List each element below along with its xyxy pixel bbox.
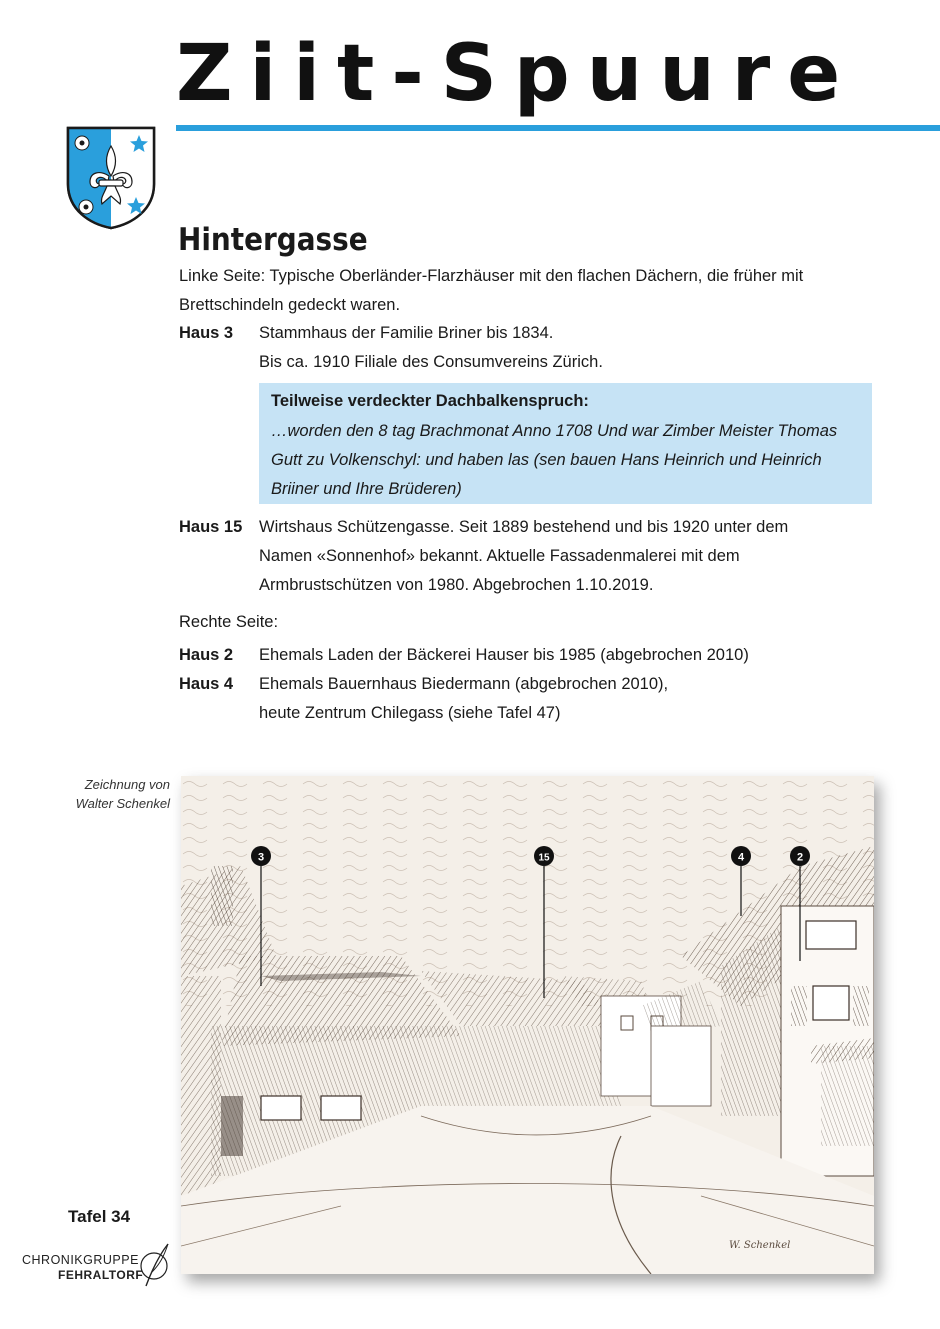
quote-line: …worden den 8 tag Brachmonat Anno 1708 Und war Zimber Meister Thomas	[271, 422, 838, 440]
section-title: Hintergasse	[178, 222, 368, 258]
house-desc-line: heute Zentrum Chilegass (siehe Tafel 47)	[259, 704, 561, 722]
house-label: Haus 4	[179, 675, 234, 693]
right-side-heading: Rechte Seite:	[179, 613, 279, 631]
beam-inscription-box	[259, 383, 872, 504]
marker-label: 3	[257, 851, 265, 864]
marker-label: 2	[796, 851, 804, 864]
masthead-rule	[176, 125, 940, 131]
artist-signature: W. Schenkel	[729, 1240, 791, 1251]
street-sketch	[181, 776, 874, 1274]
logo-line1: CHRONIKGRUPPE	[22, 1253, 139, 1267]
quill-logo-icon	[138, 1240, 178, 1290]
house-desc-line: Wirtshaus Schützengasse. Seit 1889 bestehend und bis 1920 unter dem	[259, 518, 789, 536]
house-desc-line: Bis ca. 1910 Filiale des Consumvereins Zürich.	[259, 353, 603, 371]
house-desc-line: Stammhaus der Familie Briner bis 1834.	[259, 324, 554, 342]
house-label: Haus 2	[179, 646, 234, 664]
house-desc-line: Armbrustschützen von 1980. Abgebrochen 1.10.2019.	[259, 576, 654, 594]
marker-label: 15	[538, 852, 550, 864]
logo-line2: FEHRALTORF	[58, 1268, 144, 1282]
quote-line: Briiner und Ihre Brüderen)	[271, 480, 462, 498]
intro-text	[179, 262, 879, 320]
infobox-quote	[271, 417, 866, 504]
intro-line: Brettschindeln gedeckt waren.	[179, 296, 401, 314]
marker-label: 4	[737, 851, 745, 864]
house-label: Haus 15	[179, 518, 243, 536]
intro-line: Linke Seite: Typische Oberländer-Flarzhäuser mit den flachen Dächern, die früher mit	[179, 267, 804, 285]
quote-line: Gutt zu Volkenschyl: und haben las (sen bauen Hans Heinrich und Heinrich	[271, 451, 822, 469]
house-desc-line: Ehemals Bauernhaus Biedermann (abgebrochen 2010),	[259, 675, 669, 693]
house-desc-line: Ehemals Laden der Bäckerei Hauser bis 1985 (abgebrochen 2010)	[259, 646, 749, 664]
house-label: Haus 3	[179, 324, 234, 342]
credit-line: Walter Schenkel	[75, 796, 170, 811]
house-desc-line: Namen «Sonnenhof» bekannt. Aktuelle Fassadenmalerei mit dem	[259, 547, 740, 565]
drawing-credit	[30, 775, 170, 813]
chronikgruppe-logo	[22, 1240, 182, 1290]
masthead-title: Ziit-Spuure	[176, 29, 858, 119]
credit-line: Zeichnung von	[84, 777, 170, 792]
infobox-heading: Teilweise verdeckter Dachbalkenspruch:	[271, 392, 589, 410]
plate-number: Tafel 34	[68, 1207, 131, 1226]
coat-of-arms-icon	[66, 126, 156, 230]
